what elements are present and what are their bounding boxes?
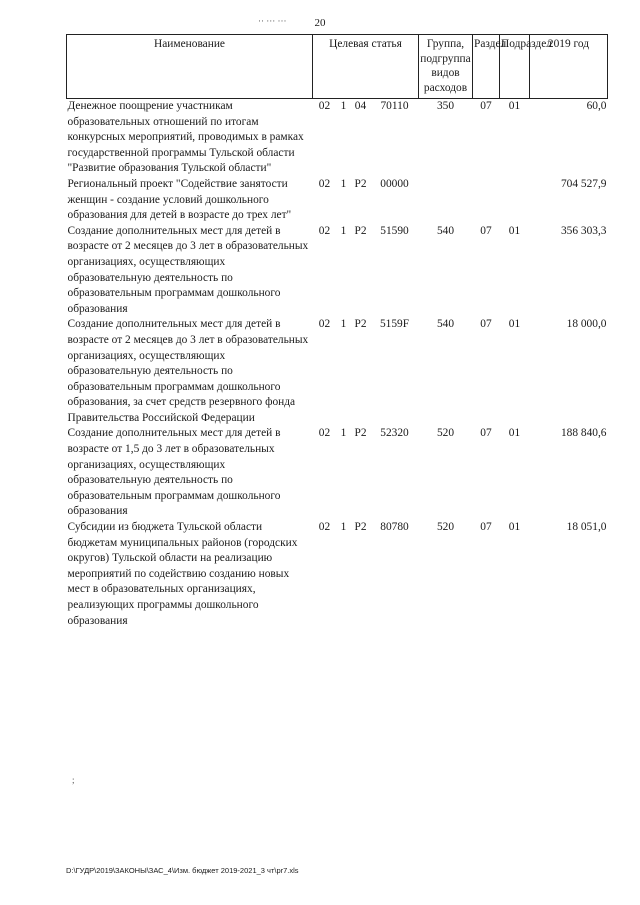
- row-group: 350: [436, 100, 455, 112]
- row-name: Создание дополнительных мест для детей в возрасте от 2 месяцев до 3 лет в образовательных организациях, осуществляющих образовательную деятельность по образовательным программам дошкольного образования, за счет средств резервного фонда Правительства Российской Федерации: [67, 318, 309, 424]
- row-amount: 704 527,9: [560, 177, 607, 190]
- target-code-2: 1: [340, 177, 347, 190]
- row-subsection: 01: [508, 318, 521, 331]
- row-subsection: 01: [508, 521, 521, 534]
- row-group: 540: [436, 224, 455, 237]
- row-name: Создание дополнительных мест для детей в возрасте от 1,5 до 3 лет в образовательных организациях, осуществляющих образовательную деятельность по образовательным программам дошкольного образования: [67, 427, 281, 518]
- target-code-2: 1: [340, 224, 347, 237]
- row-amount: 188 840,6: [560, 427, 607, 440]
- row-name: Субсидии из бюджета Тульской области бюджетам муниципальных районов (городских округов) Тульской области на реализацию мероприятий по содействию созданию новых мест в образовательных организациях, реализующих программы дошкольного образования: [67, 521, 298, 627]
- target-code-3: P2: [354, 177, 367, 190]
- row-subsection: [500, 177, 530, 224]
- row-name: Создание дополнительных мест для детей в возрасте от 2 месяцев до 3 лет в образовательных организациях, осуществляющих образовательную деятельность по образовательным программам дошкольного образования: [67, 224, 309, 315]
- target-code-4: 52320: [380, 427, 409, 440]
- row-name: Денежное поощрение участникам образовательных отношений по итогам конкурсных мероприятий, проводимых в рамках государственной программы Тульской области "Развитие образования Тульской области": [67, 100, 304, 175]
- row-section: [473, 177, 500, 224]
- scan-mark: ;: [72, 775, 75, 785]
- header-subsection: Подраздел: [500, 35, 530, 99]
- target-code-2: 1: [340, 318, 347, 331]
- row-section: 07: [480, 100, 492, 112]
- row-name: Региональный проект "Содействие занятости женщин - создание условий дошкольного образования для детей в возрасте до трех лет": [67, 177, 292, 222]
- row-group: 520: [436, 521, 455, 534]
- target-code-2: 1: [340, 100, 347, 112]
- target-code-3: P2: [354, 427, 367, 440]
- target-code-4: 00000: [380, 177, 409, 190]
- row-group: 540: [436, 318, 455, 331]
- row-amount: 18 051,0: [566, 521, 607, 534]
- header-target: Целевая статья: [313, 35, 419, 99]
- table-row: [67, 426, 608, 520]
- target-code-1: 02: [318, 318, 331, 331]
- row-section: 07: [480, 318, 492, 331]
- target-code-4: 70110: [380, 100, 409, 112]
- table-row: [67, 177, 608, 224]
- row-amount: 18 000,0: [566, 318, 607, 331]
- target-code-3: 04: [354, 100, 367, 112]
- target-code-3: P2: [354, 521, 367, 534]
- row-group: [419, 177, 473, 224]
- row-subsection: 01: [508, 224, 521, 237]
- header-section: Раздел: [473, 35, 500, 99]
- target-code-3: P2: [354, 224, 367, 237]
- target-code-4: 5159F: [379, 318, 410, 331]
- row-amount: 356 303,3: [560, 224, 607, 237]
- table-row: [67, 99, 608, 177]
- row-section: 07: [480, 521, 492, 534]
- table-header-row: [67, 35, 608, 99]
- row-section: 07: [480, 427, 492, 440]
- target-code-1: 02: [318, 521, 331, 534]
- target-code-4: 80780: [380, 521, 409, 534]
- page-number: 20: [314, 17, 326, 29]
- target-code-1: 02: [318, 427, 331, 440]
- row-subsection: 01: [508, 427, 521, 440]
- target-code-2: 1: [340, 427, 347, 440]
- header-name: Наименование: [67, 35, 313, 99]
- table-row: [67, 224, 608, 318]
- target-code-1: 02: [318, 100, 331, 112]
- budget-table: [66, 34, 608, 629]
- table-row: [67, 520, 608, 629]
- target-code-4: 51590: [380, 224, 409, 237]
- target-code-2: 1: [340, 521, 347, 534]
- header-group: Группа, подгруппа видов расходов: [419, 35, 473, 99]
- row-group: 520: [436, 427, 455, 440]
- header-year: 2019 год: [530, 35, 608, 99]
- row-section: 07: [480, 224, 492, 237]
- target-code-1: 02: [318, 224, 331, 237]
- row-amount: 60,0: [586, 100, 607, 112]
- target-code-1: 02: [318, 177, 331, 190]
- table-row: [67, 317, 608, 426]
- file-path-footer: D:\ГУДР\2019\ЗАКОНЫ\ЗАС_4\Изм. бюджет 2019-2021_3 чт\pr7.xls: [66, 866, 299, 875]
- target-code-3: P2: [354, 318, 367, 331]
- row-subsection: 01: [508, 100, 521, 112]
- scan-mark: ·· ··· ···: [258, 16, 287, 26]
